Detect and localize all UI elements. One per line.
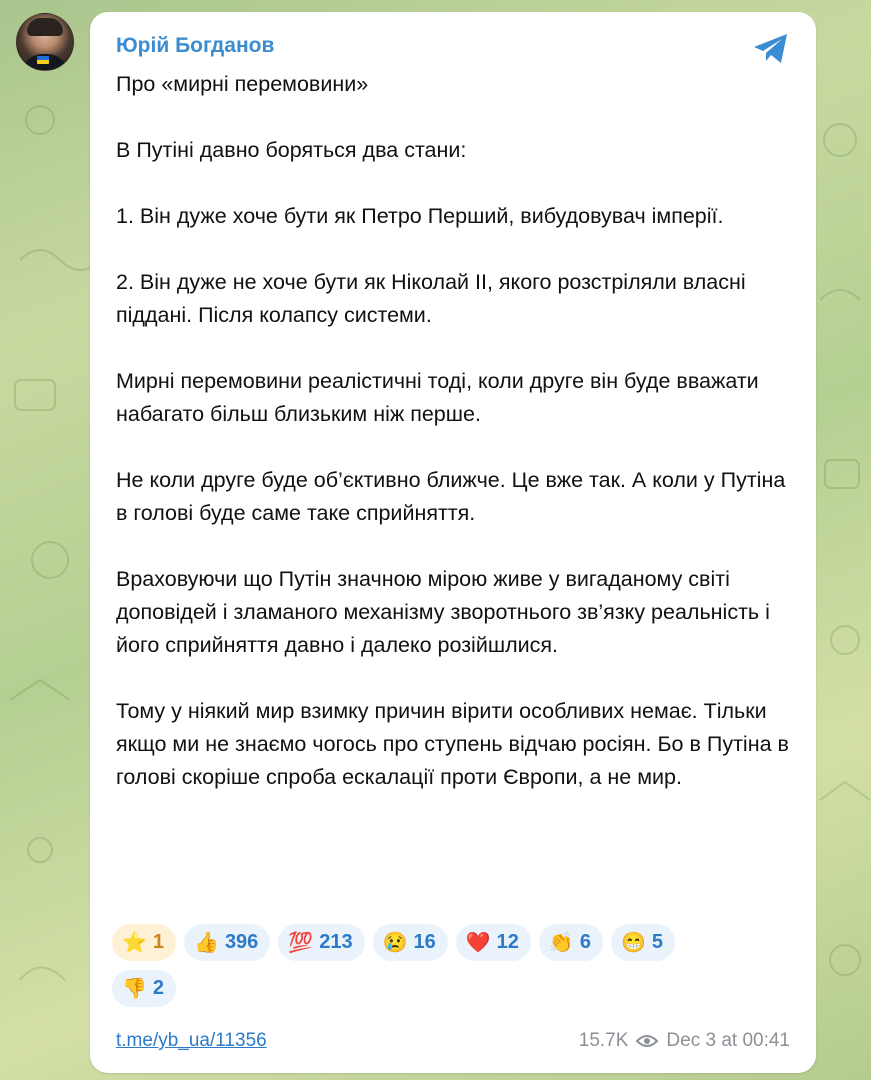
reaction-count: 396 xyxy=(224,931,259,953)
post-paragraph: 2. Він дуже не хоче бути як Ніколай ІІ, якого розстріляли власні піддані. Після колапсу системи. xyxy=(116,270,746,327)
author-name[interactable]: Юрій Богданов xyxy=(116,34,275,57)
reaction-count: 6 xyxy=(579,931,591,953)
reaction-count: 1 xyxy=(152,931,165,953)
clapping-hands-icon: 👏 xyxy=(548,931,574,954)
post-paragraph: В Путіні давно боряться два стани: xyxy=(116,138,467,162)
ukraine-flag-icon xyxy=(37,56,49,64)
crying-face-icon: 😢 xyxy=(382,931,408,954)
reaction-star-button[interactable] xyxy=(112,924,176,961)
star-icon: ⭐ xyxy=(122,931,147,954)
reactions-bar xyxy=(112,924,792,1016)
reaction-grin-button[interactable] xyxy=(611,924,675,961)
eye-icon xyxy=(636,1034,658,1048)
reaction-heart-button[interactable] xyxy=(456,924,531,961)
author-avatar[interactable] xyxy=(16,13,74,71)
thumbs-down-icon: 👎 xyxy=(122,977,147,1000)
grinning-face-icon: 😁 xyxy=(620,931,646,954)
reaction-thumbs-down-button[interactable] xyxy=(112,970,176,1007)
reaction-count: 5 xyxy=(651,931,663,953)
post-paragraph: 1. Він дуже хоче бути як Петро Перший, вибудовувач імперії. xyxy=(116,204,724,228)
reactions-row xyxy=(112,924,792,961)
red-heart-icon: ❤️ xyxy=(465,931,491,954)
reaction-count: 12 xyxy=(496,931,519,953)
hundred-points-icon: 💯 xyxy=(288,931,314,954)
post-paragraph: Тому у ніякий мир взимку причин вірити особливих немає. Тільки якщо ми не знаємо чогось про ступень відчаю росіян. Бо в Путіна в голові скоріше спроба ескалації проти Європи, а не мир. xyxy=(116,699,789,789)
telegram-plane-icon[interactable] xyxy=(752,32,790,66)
post-paragraph: Враховуючи що Путін значною мірою живе у вигаданому світі доповідей і зламаного механізму зворотнього зв’язку реальність і його сприйняття давно і далеко розійшлися. xyxy=(116,567,770,657)
post-link[interactable]: t.me/yb_ua/11356 xyxy=(116,1030,267,1051)
message-datetime: Dec 3 at 00:41 xyxy=(666,1030,790,1051)
post-paragraph: Не коли друге буде об’єктивно ближче. Це вже так. А коли у Путіна в голові буде саме таке сприйняття. xyxy=(116,468,786,525)
message-meta xyxy=(579,1030,790,1052)
reaction-thumbs-up-button[interactable] xyxy=(184,924,270,961)
post-paragraph: Мирні перемовини реалістичні тоді, коли друге він буде вважати набагато більш близьким ніж перше. xyxy=(116,369,759,426)
message-footer xyxy=(116,1030,790,1052)
message-bubble xyxy=(90,12,816,1073)
reaction-count: 16 xyxy=(413,931,436,953)
view-count: 15.7K xyxy=(578,1030,629,1051)
reaction-count: 2 xyxy=(152,977,165,999)
post-paragraph: Про «мирні перемовини» xyxy=(116,72,369,96)
reaction-crying-button[interactable] xyxy=(373,924,448,961)
reaction-count: 213 xyxy=(319,931,353,953)
avatar-hair xyxy=(27,18,63,36)
reactions-row xyxy=(112,970,792,1007)
post-text xyxy=(116,68,796,794)
thumbs-up-icon: 👍 xyxy=(194,931,219,954)
reaction-hundred-button[interactable] xyxy=(278,924,364,961)
reaction-clap-button[interactable] xyxy=(539,924,603,961)
